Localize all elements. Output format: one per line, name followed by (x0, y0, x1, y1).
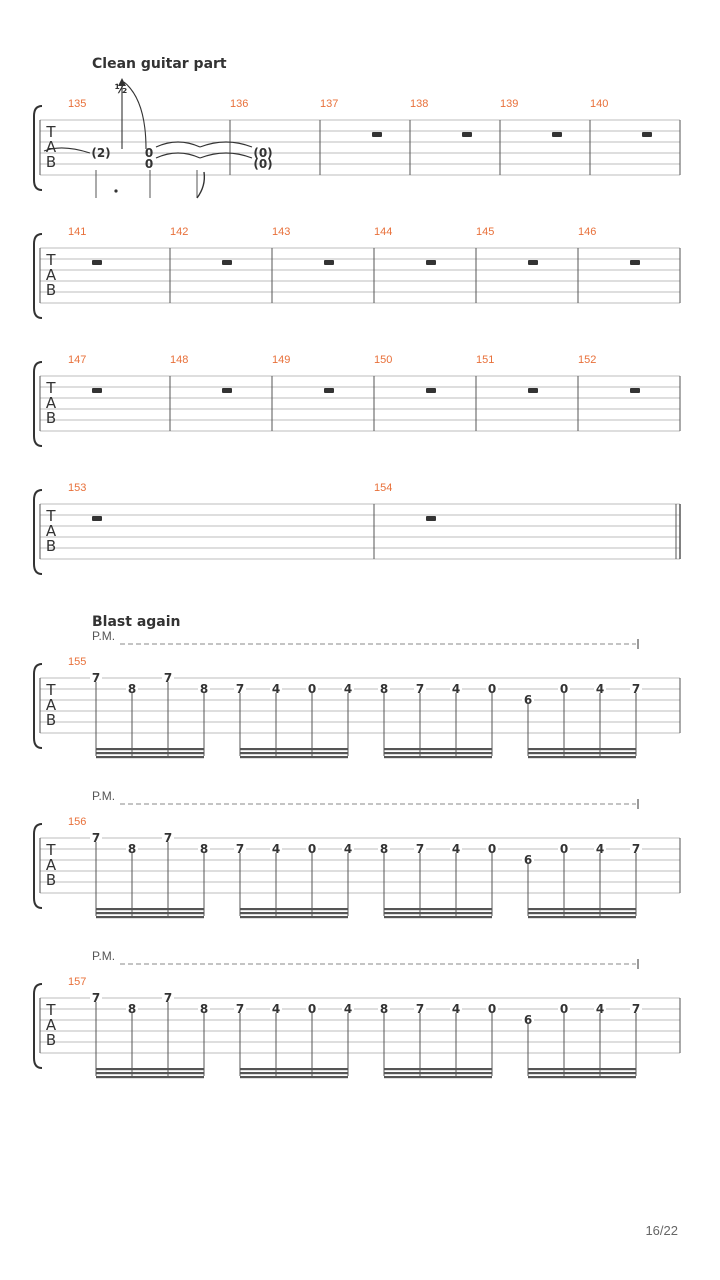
beam (528, 752, 636, 754)
bar-number-139: 139 (500, 98, 519, 110)
fret-number: 8 (379, 1002, 389, 1016)
fret-number: 7 (163, 671, 173, 685)
whole-rest (372, 132, 382, 137)
note-flag (197, 172, 204, 198)
bar-number-156: 156 (68, 816, 87, 828)
bar-number-140: 140 (590, 98, 609, 110)
fret-number: 8 (127, 682, 137, 696)
fret-number: 0 (307, 682, 317, 696)
whole-rest (324, 388, 334, 393)
bar-number-146: 146 (578, 226, 597, 238)
system-bracket (34, 664, 42, 748)
bar-number-157: 157 (68, 976, 87, 988)
beam (96, 908, 204, 910)
beam (240, 1076, 348, 1078)
page-number: 16/22 (645, 1223, 678, 1238)
tab-clef-letter: A (45, 394, 57, 412)
beam (384, 916, 492, 918)
tab-clef-letter: B (45, 537, 57, 555)
fret-number: 7 (631, 682, 641, 696)
tab-clef-letter: A (45, 1016, 57, 1034)
system-bracket (34, 984, 42, 1068)
system-bracket (34, 106, 42, 190)
bend-amount: ½ (114, 82, 128, 96)
bend-release (124, 82, 146, 149)
fret-number: 4 (271, 1002, 281, 1016)
bar-number-144: 144 (374, 226, 393, 238)
beam (528, 748, 636, 750)
beam (96, 912, 204, 914)
fret-number: 7 (631, 1002, 641, 1016)
bar-number-136: 136 (230, 98, 249, 110)
bar-number-147: 147 (68, 354, 87, 366)
tab-clef-letter: A (45, 266, 57, 284)
whole-rest (324, 260, 334, 265)
fret-number: 8 (127, 1002, 137, 1016)
tab-clef-letter: B (45, 153, 57, 171)
whole-rest (222, 388, 232, 393)
bar-number-153: 153 (68, 482, 87, 494)
whole-rest (426, 516, 436, 521)
fret-number: 8 (379, 842, 389, 856)
bar-number-152: 152 (578, 354, 597, 366)
beam (528, 908, 636, 910)
fret-number: 4 (343, 1002, 353, 1016)
fret-number: 0 (307, 842, 317, 856)
palm-mute-label: P.M. (92, 789, 116, 803)
beam (96, 752, 204, 754)
fret-number: 0 (487, 1002, 497, 1016)
fret-number: 7 (235, 1002, 245, 1016)
system-bracket (34, 234, 42, 318)
tie (200, 142, 252, 147)
tab-clef-letter: T (46, 251, 56, 269)
beam (96, 916, 204, 918)
bar-number-145: 145 (476, 226, 495, 238)
staff-system-4 (34, 482, 680, 574)
fret-ghost-note: (2) (91, 146, 111, 160)
whole-rest (222, 260, 232, 265)
tab-clef-letter: T (46, 507, 56, 525)
tab-clef-letter: A (45, 138, 57, 156)
fret-number: 4 (595, 842, 605, 856)
beam (384, 1076, 492, 1078)
beam (528, 1072, 636, 1074)
whole-rest (642, 132, 652, 137)
fret-number: 8 (199, 682, 209, 696)
bar-number-138: 138 (410, 98, 429, 110)
tab-clef-letter: T (46, 379, 56, 397)
beam (384, 908, 492, 910)
beam (240, 1068, 348, 1070)
beam (240, 908, 348, 910)
whole-rest (426, 260, 436, 265)
bar-number-149: 149 (272, 354, 291, 366)
bar-number-143: 143 (272, 226, 291, 238)
fret-number: 4 (271, 682, 281, 696)
bar-number-148: 148 (170, 354, 189, 366)
whole-rest (552, 132, 562, 137)
fret-number: 4 (451, 842, 461, 856)
beam (528, 756, 636, 758)
staff-system-1 (34, 78, 680, 198)
staff-system-3 (34, 354, 680, 446)
tab-clef-letter: B (45, 1031, 57, 1049)
beam (384, 752, 492, 754)
beam (384, 1068, 492, 1070)
bar-number-154: 154 (374, 482, 393, 494)
tab-clef-letter: A (45, 856, 57, 874)
section-title-clean-guitar: Clean guitar part (92, 56, 227, 72)
fret-number: 0 (144, 146, 154, 160)
fret-tied-note: (0) (253, 157, 273, 171)
fret-number: 7 (235, 842, 245, 856)
palm-mute-label: P.M. (92, 629, 116, 643)
tab-clef-letter: B (45, 281, 57, 299)
fret-number: 7 (631, 842, 641, 856)
fret-number: 0 (487, 842, 497, 856)
tab-clef-letter: A (45, 522, 57, 540)
fret-number: 6 (523, 853, 533, 867)
beam (528, 916, 636, 918)
whole-rest (92, 388, 102, 393)
tie (156, 142, 200, 147)
tab-clef-letter: B (45, 409, 57, 427)
fret-number: 6 (523, 1013, 533, 1027)
beam (96, 1076, 204, 1078)
fret-number: 7 (163, 831, 173, 845)
beam (240, 756, 348, 758)
tab-clef-letter: T (46, 841, 56, 859)
fret-number: 8 (379, 682, 389, 696)
tab-clef-letter: A (45, 696, 57, 714)
palm-mute-label: P.M. (92, 949, 116, 963)
fret-number: 4 (451, 1002, 461, 1016)
bar-number-137: 137 (320, 98, 339, 110)
beam (528, 912, 636, 914)
section-title-blast-again: Blast again (92, 614, 181, 630)
dot (114, 189, 117, 192)
fret-number: 0 (559, 682, 569, 696)
beam (240, 752, 348, 754)
beam (384, 748, 492, 750)
bar-number-142: 142 (170, 226, 189, 238)
whole-rest (528, 260, 538, 265)
fret-number: 6 (523, 693, 533, 707)
staff-system-5 (34, 629, 680, 758)
beam (528, 1076, 636, 1078)
fret-tied-note: (0) (253, 146, 273, 160)
whole-rest (426, 388, 436, 393)
fret-number: 8 (199, 842, 209, 856)
system-bracket (34, 362, 42, 446)
beam (384, 756, 492, 758)
fret-number: 7 (235, 682, 245, 696)
staff-system-6 (34, 789, 680, 918)
tie (156, 153, 200, 158)
beam (384, 912, 492, 914)
beam (96, 1068, 204, 1070)
bar-number-135: 135 (68, 98, 87, 110)
beam (240, 748, 348, 750)
system-bracket (34, 824, 42, 908)
whole-rest (630, 388, 640, 393)
fret-number: 4 (595, 1002, 605, 1016)
system-bracket (34, 490, 42, 574)
fret-number: 7 (415, 682, 425, 696)
fret-number: 7 (415, 842, 425, 856)
fret-number: 7 (91, 831, 101, 845)
whole-rest (92, 260, 102, 265)
fret-number: 7 (415, 1002, 425, 1016)
fret-number: 4 (451, 682, 461, 696)
beam (96, 748, 204, 750)
fret-number: 0 (559, 842, 569, 856)
tab-clef-letter: T (46, 123, 56, 141)
fret-number: 0 (307, 1002, 317, 1016)
tie (200, 153, 252, 158)
whole-rest (92, 516, 102, 521)
beam (384, 1072, 492, 1074)
whole-rest (630, 260, 640, 265)
tab-clef-letter: B (45, 711, 57, 729)
bar-number-155: 155 (68, 656, 87, 668)
staff-system-2 (34, 226, 680, 318)
tab-clef-letter: B (45, 871, 57, 889)
fret-number: 0 (559, 1002, 569, 1016)
whole-rest (528, 388, 538, 393)
fret-number: 7 (91, 671, 101, 685)
fret-number: 4 (595, 682, 605, 696)
beam (528, 1068, 636, 1070)
tab-clef-letter: T (46, 1001, 56, 1019)
beam (240, 912, 348, 914)
fret-number: 4 (271, 842, 281, 856)
fret-number: 0 (144, 157, 154, 171)
staff-systems (34, 78, 680, 1078)
beam (240, 1072, 348, 1074)
tab-clef-letter: T (46, 681, 56, 699)
beam (96, 1072, 204, 1074)
fret-number: 0 (487, 682, 497, 696)
fret-number: 8 (127, 842, 137, 856)
beam (240, 916, 348, 918)
bar-number-150: 150 (374, 354, 393, 366)
bar-number-151: 151 (476, 354, 495, 366)
fret-number: 7 (163, 991, 173, 1005)
fret-number: 4 (343, 682, 353, 696)
fret-number: 4 (343, 842, 353, 856)
bar-number-141: 141 (68, 226, 87, 238)
fret-number: 7 (91, 991, 101, 1005)
fret-number: 8 (199, 1002, 209, 1016)
beam (96, 756, 204, 758)
whole-rest (462, 132, 472, 137)
staff-system-7 (34, 949, 680, 1078)
